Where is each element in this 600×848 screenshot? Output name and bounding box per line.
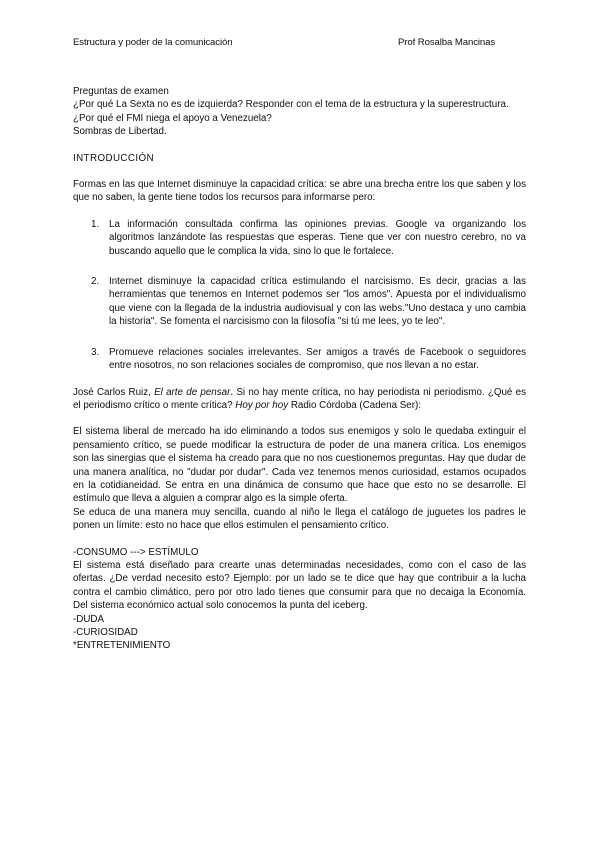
header-professor: Prof Rosalba Mancinas xyxy=(398,37,496,48)
list-item-text: Promueve relaciones sociales irrelevantes. Ser amigos a través de Facebook o seguidores entre nosotros, no son relaciones sociales de compromiso, que nos llevan a no estar. xyxy=(109,346,526,372)
list-item-number: 1. xyxy=(91,218,100,230)
list-item xyxy=(73,275,526,329)
list-item xyxy=(73,346,526,373)
intro-list xyxy=(73,218,526,373)
list-item-number: 2. xyxy=(91,276,100,288)
intro-heading: INTRODUCCIÓN xyxy=(73,152,154,164)
intro-lead: Formas en las que Internet disminuye la capacidad crítica: se abre una brecha entre los que saben y los que no saben, la gente tiene todos los recursos para informarse pero: xyxy=(73,179,526,204)
curiosidad-item: -CURIOSIDAD xyxy=(73,627,138,638)
book-title: El arte de pensar xyxy=(154,386,231,398)
paragraph-market-system: El sistema liberal de mercado ha ido eliminando a todos sus enemigos y solo le quedaba extinguir el pensamiento crítico, se puede modificar la estructura de poder de una manera crítica. Los enemigos son las sinergias que el sistema ha creado para que no nos cuestionemos preguntas. Hay que dudar de una manera analítica, no "dudar por dudar". Cada vez tenemos menos curiosidad, estamos ocupados en la cotidianeidad. Se entra en una dinámica de consumo que hace que esto no se desarrolle. El estímulo que lleva a alguien a comprar algo es la simple oferta. xyxy=(73,426,526,505)
list-item-number: 3. xyxy=(91,346,100,358)
document-body xyxy=(73,85,526,653)
question-2: ¿Por qué el FMI niega el apoyo a Venezuela? xyxy=(73,112,272,124)
quote-text: . Si no hay mente crítica, no hay periodista ni periodismo. ¿Qué es el periodismo crítico o mente crítica? xyxy=(73,386,526,411)
consumo-paragraph: El sistema está diseñado para crearte unas determinadas necesidades, como con el caso de las ofertas. ¿De verdad necesito esto? Ejemplo: por un lado se te dice que hay que contribuir a la lucha contra el cambio climático, pero por otro lado tienes que consumir para que no decaiga la Economía. Del sistema económico actual solo conocemos la punta del iceberg. xyxy=(73,559,526,612)
list-item-text: La información consultada confirma las opiniones previas. Google va organizando los algoritmos lanzándote las respuestas que esperas. Tiene que ver con nuestro cerebro, no va buscando aquello que le complica la vida, sino lo que le fortalece. xyxy=(109,218,526,257)
list-item-text: Internet disminuye la capacidad crítica estimulando el narcisismo. Es decir, gracias a las herramientas que tenemos en Internet podemos ser "los amos". Apuesta por el individualismo que viene con la llegada de la industria audiovisual y con las webs."Uno destaca y uno cambia la historia". Se fomenta el narcisismo con la filosofía "si tú me lees, yo te leo". xyxy=(109,276,526,328)
quote-paragraph xyxy=(73,386,526,413)
entretenimiento-item: *ENTRETENIMIENTO xyxy=(73,640,171,652)
paragraph-education: Se educa de una manera muy sencilla, cuando al niño le llega el catálogo de juguetes los padres le ponen un límite: esto no hace que ellos estimulen el pensamiento crítico. xyxy=(73,506,526,532)
consumo-heading: -CONSUMO ---> ESTÍMULO xyxy=(73,546,199,558)
question-3: Sombras de Libertad. xyxy=(73,126,167,138)
list-item xyxy=(73,218,526,258)
exam-questions-title: Preguntas de examen xyxy=(73,86,169,97)
quote-source: Radio Córdoba (Cadena Ser): xyxy=(288,399,421,411)
program-title: Hoy por hoy xyxy=(235,399,289,411)
header-course-title: Estructura y poder de la comunicación xyxy=(73,37,233,48)
question-1: ¿Por qué La Sexta no es de izquierda? Responder con el tema de la estructura y la superestructura. xyxy=(73,99,509,111)
duda-item: -DUDA xyxy=(73,613,105,625)
quote-author: José Carlos Ruiz, xyxy=(73,386,155,398)
